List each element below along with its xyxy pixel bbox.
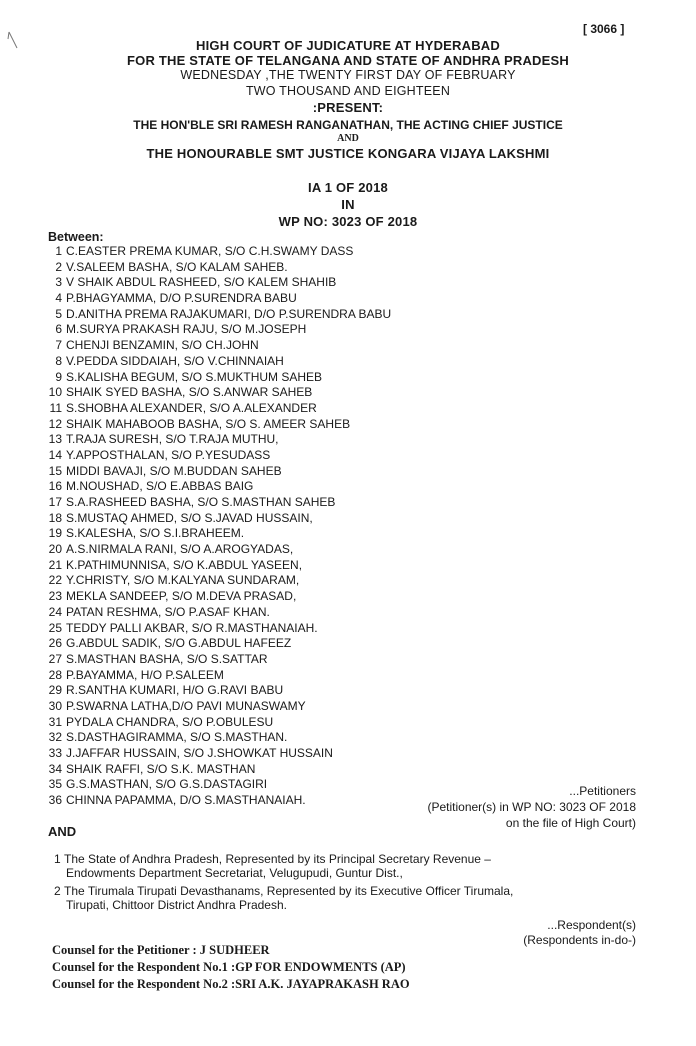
petitioner-name: P.BAYAMMA, H/O P.SALEEM [66, 667, 224, 682]
petitioner-number: 23 [48, 589, 62, 604]
respondents-label: ...Respondent(s) [547, 918, 636, 932]
judge-1: THE HON'BLE SRI RAMESH RANGANATHAN, THE ACTING CHIEF JUSTICE [133, 118, 563, 132]
petitioner-number: 3 [55, 275, 62, 290]
petitioner-name: G.S.MASTHAN, S/O G.S.DASTAGIRI [66, 777, 268, 792]
petitioners-note-line2: on the file of High Court) [505, 816, 636, 830]
court-jurisdiction: FOR THE STATE OF TELANGANA AND STATE OF ANDHRA PRADESH [127, 53, 569, 68]
petitioner-row [22, 260, 391, 276]
petitioner-name: CHENJI BENZAMIN, S/O CH.JOHN [66, 338, 259, 353]
petitioner-row [22, 417, 391, 433]
petitioner-name: S.DASTHAGIRAMMA, S/O S.MASTHAN. [66, 730, 288, 745]
counsel-petitioner: Counsel for the Petitioner : J SUDHEER [52, 943, 270, 957]
counsel-respondent-1: Counsel for the Respondent No.1 :GP FOR ENDOWMENTS (AP) [52, 960, 406, 974]
petitioner-number: 7 [55, 338, 62, 353]
petitioner-row [22, 526, 391, 542]
petitioner-number: 13 [48, 432, 62, 447]
petitioner-name: S.KALISHA BEGUM, S/O S.MUKTHUM SAHEB [66, 369, 323, 384]
petitioner-number: 11 [49, 400, 62, 415]
petitioner-name: Y.APPOSTHALAN, S/O P.YESUDASS [66, 447, 271, 462]
petitioner-name: D.ANITHA PREMA RAJAKUMARI, D/O P.SURENDRA BABU [66, 306, 392, 321]
petitioner-row [22, 683, 391, 699]
petitioner-number: 14 [48, 447, 62, 462]
petitioner-number: 24 [48, 604, 62, 619]
petitioner-number: 1 [55, 244, 62, 258]
ia-number: IA 1 OF 2018 [308, 180, 388, 195]
petitioner-name: T.RAJA SURESH, S/O T.RAJA MUTHU, [66, 432, 279, 447]
petitioner-number: 12 [48, 416, 62, 431]
respondent-number: 1 [54, 852, 61, 866]
petitioner-list [22, 244, 391, 809]
petitioner-name: C.EASTER PREMA KUMAR, S/O C.H.SWAMY DASS [66, 244, 354, 258]
petitioner-number: 27 [48, 651, 62, 666]
petitioner-row [22, 730, 391, 746]
petitioner-row [22, 511, 391, 527]
petitioner-number: 17 [48, 495, 62, 509]
petitioner-number: 32 [48, 730, 62, 745]
respondent-number: 2 [54, 884, 61, 898]
petitioner-row [22, 307, 391, 323]
petitioner-number: 22 [48, 573, 62, 588]
order-date-line1: WEDNESDAY ,THE TWENTY FIRST DAY OF FEBRUARY [180, 68, 516, 82]
petitioner-row [22, 668, 391, 684]
petitioner-name: Y.CHRISTY, S/O M.KALYANA SUNDARAM, [66, 573, 300, 588]
petitioner-number: 2 [55, 259, 62, 274]
petitioner-name: SHAIK RAFFI, S/O S.K. MASTHAN [66, 761, 256, 776]
petitioner-number: 19 [48, 526, 62, 541]
petitioner-row [22, 448, 391, 464]
petitioner-number: 33 [48, 746, 62, 760]
petitioner-number: 28 [48, 667, 62, 682]
petitioner-row [22, 605, 391, 621]
petitioner-name: CHINNA PAPAMMA, D/O S.MASTHANAIAH. [66, 793, 306, 808]
document-number: [ 3066 ] [583, 22, 625, 36]
petitioner-number: 20 [48, 542, 62, 557]
respondents-note: (Respondents in-do-) [523, 933, 636, 947]
petitioner-row [22, 244, 391, 260]
petitioner-name: TEDDY PALLI AKBAR, S/O R.MASTHANAIAH. [66, 620, 318, 635]
petitioner-row [22, 621, 391, 637]
petitioner-number: 36 [48, 793, 62, 808]
respondent-line1: The Tirumala Tirupati Devasthanams, Represented by its Executive Officer Tirumala, [64, 884, 514, 898]
petitioner-number: 34 [48, 761, 62, 776]
petitioner-number: 21 [48, 557, 62, 572]
petitioner-row [22, 322, 391, 338]
petitioner-row [22, 432, 391, 448]
petitioner-name: PYDALA CHANDRA, S/O P.OBULESU [66, 714, 274, 729]
petitioner-row [22, 715, 391, 731]
petitioner-row [22, 479, 391, 495]
petitioner-name: V SHAIK ABDUL RASHEED, S/O KALEM SHAHIB [66, 275, 337, 290]
petitioner-row [22, 401, 391, 417]
respondent-line1: The State of Andhra Pradesh, Represented by its Principal Secretary Revenue – [64, 852, 491, 866]
petitioner-number: 35 [48, 777, 62, 792]
petitioner-number: 25 [48, 620, 62, 635]
petitioner-row [22, 699, 391, 715]
petitioner-number: 31 [48, 714, 62, 729]
petitioner-number: 8 [55, 353, 62, 368]
petitioner-row [22, 762, 391, 778]
petitioner-row [22, 746, 391, 762]
petitioner-name: MEKLA SANDEEP, S/O M.DEVA PRASAD, [66, 589, 297, 604]
court-name: HIGH COURT OF JUDICATURE AT HYDERABAD [196, 38, 500, 53]
petitioner-number: 30 [48, 698, 62, 713]
respondent-1 [54, 852, 491, 880]
petitioner-name: A.S.NIRMALA RANI, S/O A.AROGYADAS, [66, 542, 294, 557]
and-label: AND [48, 824, 77, 839]
petitioner-row [22, 558, 391, 574]
petitioner-row [22, 636, 391, 652]
respondent-line2: Endowments Department Secretariat, Velugupudi, Guntur Dist., [66, 866, 403, 880]
wp-number: WP NO: 3023 OF 2018 [278, 214, 418, 229]
present-label: :PRESENT: [312, 100, 384, 115]
between-label: Between: [48, 230, 104, 244]
petitioner-row [22, 370, 391, 386]
petitioner-row [22, 589, 391, 605]
petitioner-name: G.ABDUL SADIK, S/O G.ABDUL HAFEEZ [66, 636, 292, 651]
judges-and: AND [337, 133, 359, 144]
petitioner-number: 26 [48, 636, 62, 651]
petitioner-number: 9 [55, 369, 62, 384]
petitioner-row [22, 464, 391, 480]
petitioner-row [22, 793, 391, 809]
petitioner-row [22, 338, 391, 354]
counsel-respondent-2: Counsel for the Respondent No.2 :SRI A.K. JAYAPRAKASH RAO [52, 977, 410, 991]
petitioner-name: P.BHAGYAMMA, D/O P.SURENDRA BABU [66, 291, 297, 306]
petitioner-name: R.SANTHA KUMARI, H/O G.RAVI BABU [66, 683, 284, 698]
petitioner-name: K.PATHIMUNNISA, S/O K.ABDUL YASEEN, [66, 557, 303, 572]
petitioner-row [22, 385, 391, 401]
petitioner-name: MIDDI BAVAJI, S/O M.BUDDAN SAHEB [66, 463, 282, 478]
petitioner-name: V.PEDDA SIDDAIAH, S/O V.CHINNAIAH [66, 353, 284, 368]
petitioner-name: S.MUSTAQ AHMED, S/O S.JAVAD HUSSAIN, [66, 510, 313, 525]
petitioner-row [22, 275, 391, 291]
petitioner-row [22, 777, 391, 793]
petitioner-name: S.KALESHA, S/O S.I.BRAHEEM. [66, 526, 245, 541]
petitioner-number: 4 [55, 291, 62, 306]
petitioner-name: SHAIK SYED BASHA, S/O S.ANWAR SAHEB [66, 385, 313, 400]
judge-2: THE HONOURABLE SMT JUSTICE KONGARA VIJAYA LAKSHMI [146, 146, 550, 161]
petitioner-name: M.NOUSHAD, S/O E.ABBAS BAIG [66, 479, 254, 494]
petitioner-name: V.SALEEM BASHA, S/O KALAM SAHEB. [66, 259, 288, 274]
petitioner-number: 18 [48, 510, 62, 525]
petitioner-number: 5 [55, 306, 62, 321]
petitioner-name: S.SHOBHA ALEXANDER, S/O A.ALEXANDER [66, 400, 317, 415]
petitioner-name: PATAN RESHMA, S/O P.ASAF KHAN. [66, 604, 270, 619]
respondent-line2: Tirupati, Chittoor District Andhra Pradesh. [66, 898, 287, 912]
petitioner-name: J.JAFFAR HUSSAIN, S/O J.SHOWKAT HUSSAIN [66, 746, 333, 760]
petitioner-number: 16 [48, 479, 62, 494]
respondent-2 [54, 884, 513, 912]
petitioner-name: SHAIK MAHABOOB BASHA, S/O S. AMEER SAHEB [66, 416, 351, 431]
petitioner-row [22, 495, 391, 511]
petitioner-number: 6 [55, 322, 62, 337]
petitioner-name: S.MASTHAN BASHA, S/O S.SATTAR [66, 651, 268, 666]
petitioners-label: ...Petitioners [569, 784, 636, 798]
petitioner-row [22, 354, 391, 370]
petitioner-name: P.SWARNA LATHA,D/O PAVI MUNASWAMY [66, 698, 306, 713]
petitioner-row [22, 573, 391, 589]
petitioner-number: 29 [48, 683, 62, 698]
petitioner-row [22, 542, 391, 558]
order-date-line2: TWO THOUSAND AND EIGHTEEN [245, 84, 451, 98]
petitioner-number: 10 [48, 385, 62, 400]
petitioner-number: 15 [48, 463, 62, 478]
petitioner-name: M.SURYA PRAKASH RAJU, S/O M.JOSEPH [66, 322, 307, 337]
petitioner-row [22, 291, 391, 307]
in-label: IN [341, 197, 355, 212]
petitioner-name: S.A.RASHEED BASHA, S/O S.MASTHAN SAHEB [66, 495, 336, 509]
petitioner-row [22, 652, 391, 668]
petitioners-note-line1: (Petitioner(s) in WP NO: 3023 OF 2018 [427, 800, 636, 814]
